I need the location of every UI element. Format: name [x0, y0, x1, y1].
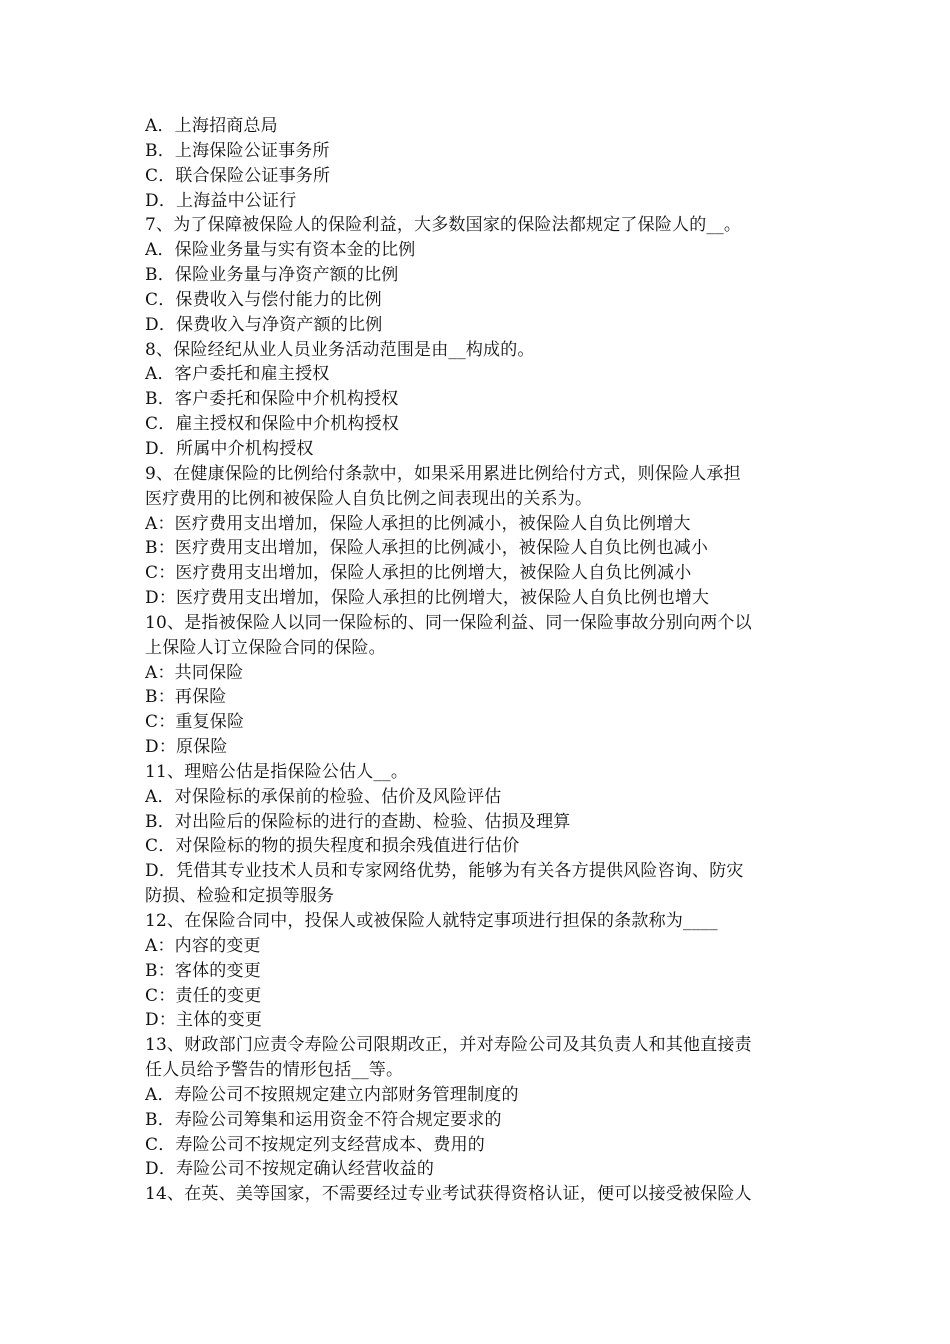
text-line: D．上海益中公证行 [145, 190, 297, 211]
text-line: C．雇主授权和保险中介机构授权 [145, 414, 400, 435]
text-line: A：共同保险 [145, 662, 244, 683]
text-line: D．保费收入与净资产额的比例 [145, 314, 383, 335]
text-line: B．客户委托和保险中介机构授权 [145, 389, 399, 410]
text-line: A．上海招商总局 [145, 116, 278, 136]
text-line: A．寿险公司不按照规定建立内部财务管理制度的 [145, 1084, 519, 1105]
text-line: 8、保险经纪从业人员业务活动范围是由__构成的。 [145, 339, 535, 360]
text-line: C：责任的变更 [145, 985, 262, 1006]
text-line: B：客体的变更 [145, 960, 261, 981]
text-line: D．寿险公司不按规定确认经营收益的 [145, 1159, 435, 1180]
text-line: 防损、检验和定损等服务 [145, 886, 335, 907]
text-line: 10、是指被保险人以同一保险标的、同一保险利益、同一保险事故分别向两个以 [145, 612, 752, 633]
text-line: A：医疗费用支出增加，保险人承担的比例减小，被保险人自负比例增大 [145, 513, 691, 534]
text-line: A．保险业务量与实有资本金的比例 [145, 240, 416, 261]
text-line: C．保费收入与偿付能力的比例 [145, 289, 382, 310]
text-line: C：重复保险 [145, 712, 245, 733]
text-line: D：原保险 [145, 737, 228, 758]
text-line: A．客户委托和雇主授权 [145, 364, 330, 385]
text-line: B．上海保险公证事务所 [145, 140, 330, 161]
text-line: C．对保险标的物的损失程度和损余残值进行估价 [145, 836, 520, 857]
text-line: A．对保险标的承保前的检验、估价及风险评估 [145, 786, 502, 807]
text-line: D．所属中介机构授权 [145, 438, 314, 459]
text-line: A：内容的变更 [145, 935, 261, 956]
text-line: B．寿险公司筹集和运用资金不符合规定要求的 [145, 1109, 502, 1130]
text-line: 11、理赔公估是指保险公估人__。 [145, 761, 409, 782]
text-line: D．凭借其专业技术人员和专家网络优势，能够为有关各方提供风险咨询、防灾 [145, 861, 744, 882]
text-line: D：医疗费用支出增加，保险人承担的比例增大，被保险人自负比例也增大 [145, 588, 710, 609]
text-line: D：主体的变更 [145, 1010, 263, 1031]
text-line: 14、在英、美等国家，不需要经过专业考试获得资格认证，便可以接受被保险人 [145, 1184, 752, 1205]
text-line: B：医疗费用支出增加，保险人承担的比例减小，被保险人自负比例也减小 [145, 538, 709, 559]
text-line: 7、为了保障被保险人的保险利益，大多数国家的保险法都规定了保险人的__。 [145, 215, 742, 236]
text-line: 任人员给予警告的情形包括__等。 [145, 1060, 404, 1081]
text-line: 上保险人订立保险合同的保险。 [145, 637, 386, 658]
text-line: 9、在健康保险的比例给付条款中，如果采用累进比例给付方式，则保险人承担 [145, 463, 741, 484]
text-line: B．保险业务量与净资产额的比例 [145, 265, 399, 286]
text-line: 医疗费用的比例和被保险人自负比例之间表现出的关系为。 [145, 488, 593, 509]
text-line: B：再保险 [145, 687, 227, 708]
text-line: C．联合保险公证事务所 [145, 165, 331, 186]
document-page [145, 114, 825, 1207]
text-line: 13、财政部门应责令寿险公司限期改正，并对寿险公司及其负责人和其他直接责 [145, 1035, 752, 1056]
text-line: B．对出险后的保险标的进行的查勘、检验、估损及理算 [145, 811, 571, 832]
text-line: C．寿险公司不按规定列支经营成本、费用的 [145, 1134, 486, 1155]
text-line: 12、在保险合同中，投保人或被保险人就特定事项进行担保的条款称为____ [145, 911, 718, 931]
text-line: C：医疗费用支出增加，保险人承担的比例增大，被保险人自负比例减小 [145, 563, 692, 584]
